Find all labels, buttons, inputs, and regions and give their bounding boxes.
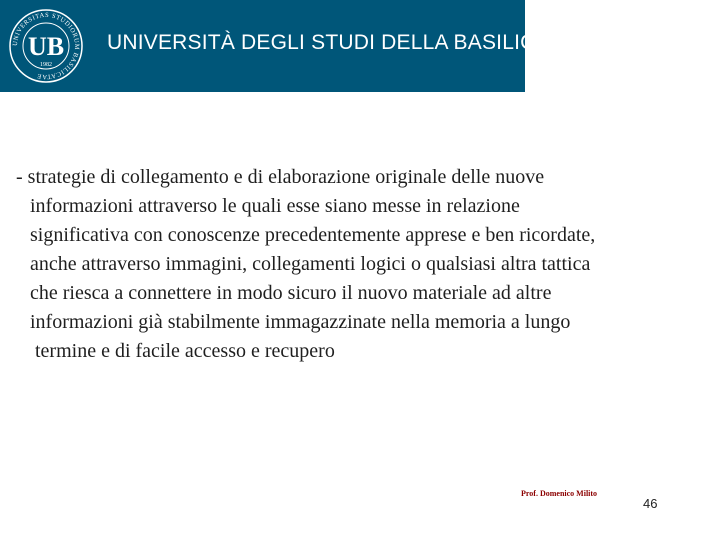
seal-monogram: UB [27,32,65,61]
university-seal-logo [8,8,84,84]
text-line: termine e di facile accesso e recupero [35,340,335,362]
text-line: significativa con conoscenze precedentemente apprese e ben ricordate, [30,224,596,246]
page-number: 46 [643,496,658,511]
text-line: che riesca a connettere in modo sicuro il nuovo materiale ad altre [30,282,552,304]
body-text [16,163,716,366]
seal-text: UNIVERSITAS STUDIORUM BASILICATAE [11,11,81,81]
university-name: UNIVERSITÀ DEGLI STUDI DELLA BASILICATA [107,31,574,54]
text-line: - strategie di collegamento e di elaborazione originale delle nuove [16,166,545,188]
author-credit: Prof. Domenico Milito [521,489,598,498]
header-banner [0,0,574,92]
text-line: informazioni già stabilmente immagazzinate nella memoria a lungo [30,311,571,333]
text-line: informazioni attraverso le quali esse siano messe in relazione [30,195,520,217]
text-line: anche attraverso immagini, collegamenti logici o qualsiasi altra tattica [30,253,591,275]
seal-year: 1982 [40,62,52,68]
